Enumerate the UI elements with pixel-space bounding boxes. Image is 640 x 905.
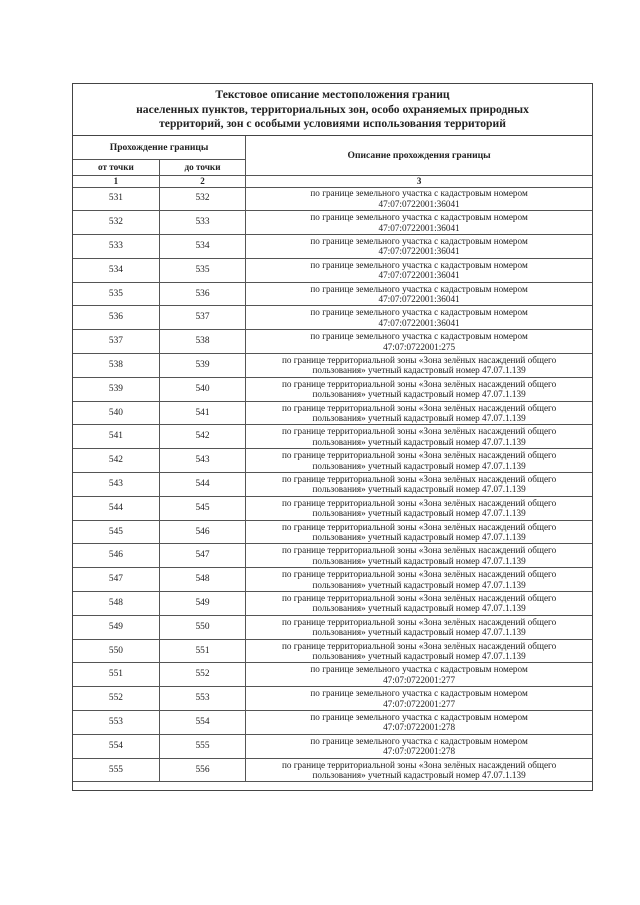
- to-point-cell: 532: [159, 187, 245, 211]
- description-line-2: пользования» учетный кадастровый номер 47.07.1.139: [312, 365, 526, 376]
- table-row: [73, 473, 592, 497]
- table-row: [73, 592, 592, 616]
- description-cell: [246, 354, 592, 378]
- description-line-1: по границе территориальной зоны «Зона зелёных насаждений общего: [281, 569, 557, 580]
- description-line-1: по границе земельного участка с кадастровым номером: [310, 664, 528, 675]
- description-cell: [246, 330, 592, 354]
- document-title: [73, 84, 592, 136]
- description-line-2: 47:07:0722001:277: [383, 674, 456, 685]
- description-line-1: по границе земельного участка с кадастровым номером: [310, 259, 528, 270]
- from-point-cell: 554: [73, 734, 159, 758]
- from-point-cell: 542: [73, 449, 159, 473]
- to-point-cell: 549: [159, 592, 245, 616]
- description-cell: [246, 377, 592, 401]
- description-line-2: 47:07:0722001:36041: [378, 270, 460, 281]
- from-point-cell: 531: [73, 187, 159, 211]
- description-line-1: по границе земельного участка с кадастровым номером: [310, 688, 528, 699]
- header-from: от точки: [73, 159, 159, 175]
- to-point-cell: 553: [159, 687, 245, 711]
- header-description: Описание прохождения границы: [246, 136, 592, 176]
- header-passage: Прохождение границы: [73, 136, 246, 160]
- description-cell: [246, 449, 592, 473]
- description-line-1: по границе земельного участка с кадастровым номером: [310, 711, 528, 722]
- from-point-cell: 549: [73, 615, 159, 639]
- description-cell: [246, 615, 592, 639]
- from-point-cell: 543: [73, 473, 159, 497]
- table-row: [73, 544, 592, 568]
- description-line-1: по границе территориальной зоны «Зона зелёных насаждений общего: [281, 450, 557, 461]
- description-cell: [246, 187, 592, 211]
- description-line-2: пользования» учетный кадастровый номер 47.07.1.139: [312, 555, 526, 566]
- description-line-2: 47:07:0722001:275: [383, 341, 456, 352]
- description-cell: [246, 639, 592, 663]
- header-to: до точки: [159, 159, 245, 175]
- description-line-2: 47:07:0722001:36041: [378, 317, 460, 328]
- description-line-1: по границе земельного участка с кадастровым номером: [310, 735, 528, 746]
- description-line-2: 47:07:0722001:278: [383, 746, 456, 757]
- from-point-cell: 533: [73, 235, 159, 259]
- table-row: [73, 401, 592, 425]
- description-line-2: пользования» учетный кадастровый номер 47.07.1.139: [312, 651, 526, 662]
- description-line-1: по границе земельного участка с кадастровым номером: [310, 212, 528, 223]
- to-point-cell: 543: [159, 449, 245, 473]
- table-row: [73, 734, 592, 758]
- from-point-cell: 536: [73, 306, 159, 330]
- description-cell: [246, 258, 592, 282]
- description-line-1: по границе территориальной зоны «Зона зелёных насаждений общего: [281, 640, 557, 651]
- table-row: [73, 425, 592, 449]
- table-row: [73, 354, 592, 378]
- table-row: [73, 663, 592, 687]
- description-cell: [246, 544, 592, 568]
- to-point-cell: 546: [159, 520, 245, 544]
- description-line-1: по границе территориальной зоны «Зона зелёных насаждений общего: [281, 473, 557, 484]
- boundary-table: [73, 136, 592, 791]
- table-row: [73, 306, 592, 330]
- header-col-2: 2: [159, 175, 245, 187]
- header-col-1: 1: [73, 175, 159, 187]
- document-sheet: [72, 83, 593, 791]
- description-line-2: пользования» учетный кадастровый номер 47.07.1.139: [312, 484, 526, 495]
- table-tail-row: [73, 782, 592, 791]
- from-point-cell: 534: [73, 258, 159, 282]
- to-point-cell: 545: [159, 496, 245, 520]
- from-point-cell: 540: [73, 401, 159, 425]
- to-point-cell: 556: [159, 758, 245, 782]
- description-line-2: 47:07:0722001:36041: [378, 246, 460, 257]
- table-row: [73, 235, 592, 259]
- description-cell: [246, 520, 592, 544]
- to-point-cell: 536: [159, 282, 245, 306]
- table-tail-cell: [73, 782, 592, 791]
- to-point-cell: 541: [159, 401, 245, 425]
- to-point-cell: 535: [159, 258, 245, 282]
- to-point-cell: 547: [159, 544, 245, 568]
- description-line-2: 47:07:0722001:278: [383, 722, 456, 733]
- to-point-cell: 533: [159, 211, 245, 235]
- table-row: [73, 282, 592, 306]
- description-line-2: пользования» учетный кадастровый номер 47.07.1.139: [312, 627, 526, 638]
- description-cell: [246, 663, 592, 687]
- table-row: [73, 711, 592, 735]
- table-row: [73, 330, 592, 354]
- description-line-1: по границе территориальной зоны «Зона зелёных насаждений общего: [281, 497, 557, 508]
- description-line-1: по границе территориальной зоны «Зона зелёных насаждений общего: [281, 378, 557, 389]
- to-point-cell: 548: [159, 568, 245, 592]
- title-line-3: территорий, зон с особыми условиями использования территорий: [159, 117, 506, 130]
- description-line-2: 47:07:0722001:36041: [378, 294, 460, 305]
- title-line-1: Текстовое описание местоположения границ: [215, 88, 450, 101]
- description-cell: [246, 401, 592, 425]
- table-row: [73, 687, 592, 711]
- to-point-cell: 552: [159, 663, 245, 687]
- from-point-cell: 553: [73, 711, 159, 735]
- description-line-1: по границе территориальной зоны «Зона зелёных насаждений общего: [281, 545, 557, 556]
- to-point-cell: 555: [159, 734, 245, 758]
- to-point-cell: 551: [159, 639, 245, 663]
- table-row: [73, 615, 592, 639]
- description-line-2: пользования» учетный кадастровый номер 47.07.1.139: [312, 532, 526, 543]
- description-line-1: по границе земельного участка с кадастровым номером: [310, 235, 528, 246]
- description-cell: [246, 592, 592, 616]
- from-point-cell: 541: [73, 425, 159, 449]
- description-cell: [246, 425, 592, 449]
- from-point-cell: 550: [73, 639, 159, 663]
- to-point-cell: 537: [159, 306, 245, 330]
- from-point-cell: 555: [73, 758, 159, 782]
- description-line-1: по границе территориальной зоны «Зона зелёных насаждений общего: [281, 426, 557, 437]
- from-point-cell: 545: [73, 520, 159, 544]
- description-line-1: по границе территориальной зоны «Зона зелёных насаждений общего: [281, 759, 557, 770]
- description-cell: [246, 734, 592, 758]
- table-row: [73, 520, 592, 544]
- description-line-2: пользования» учетный кадастровый номер 47.07.1.139: [312, 579, 526, 590]
- from-point-cell: 548: [73, 592, 159, 616]
- from-point-cell: 532: [73, 211, 159, 235]
- description-line-2: пользования» учетный кадастровый номер 47.07.1.139: [312, 413, 526, 424]
- from-point-cell: 546: [73, 544, 159, 568]
- from-point-cell: 547: [73, 568, 159, 592]
- table-row: [73, 187, 592, 211]
- description-line-2: 47:07:0722001:277: [383, 698, 456, 709]
- table-row: [73, 758, 592, 782]
- description-cell: [246, 758, 592, 782]
- from-point-cell: 535: [73, 282, 159, 306]
- title-line-2: населенных пунктов, территориальных зон, особо охраняемых природных: [136, 102, 529, 116]
- to-point-cell: 538: [159, 330, 245, 354]
- description-line-1: по границе земельного участка с кадастровым номером: [310, 283, 528, 294]
- description-line-2: 47:07:0722001:36041: [378, 222, 460, 233]
- description-line-2: пользования» учетный кадастровый номер 47.07.1.139: [312, 436, 526, 447]
- description-line-1: по границе территориальной зоны «Зона зелёных насаждений общего: [281, 521, 557, 532]
- description-line-2: пользования» учетный кадастровый номер 47.07.1.139: [312, 770, 526, 781]
- description-cell: [246, 235, 592, 259]
- description-cell: [246, 496, 592, 520]
- to-point-cell: 554: [159, 711, 245, 735]
- to-point-cell: 540: [159, 377, 245, 401]
- description-cell: [246, 282, 592, 306]
- table-row: [73, 211, 592, 235]
- description-line-1: по границе территориальной зоны «Зона зелёных насаждений общего: [281, 592, 557, 603]
- table-row: [73, 639, 592, 663]
- table-row: [73, 449, 592, 473]
- description-line-2: пользования» учетный кадастровый номер 47.07.1.139: [312, 603, 526, 614]
- description-line-2: пользования» учетный кадастровый номер 47.07.1.139: [312, 389, 526, 400]
- description-cell: [246, 306, 592, 330]
- description-cell: [246, 473, 592, 497]
- description-cell: [246, 711, 592, 735]
- table-body: [73, 187, 592, 790]
- description-line-1: по границе территориальной зоны «Зона зелёных насаждений общего: [281, 354, 557, 365]
- description-line-1: по границе земельного участка с кадастровым номером: [310, 188, 528, 199]
- from-point-cell: 544: [73, 496, 159, 520]
- from-point-cell: 552: [73, 687, 159, 711]
- description-line-2: пользования» учетный кадастровый номер 47.07.1.139: [312, 508, 526, 519]
- description-cell: [246, 211, 592, 235]
- to-point-cell: 542: [159, 425, 245, 449]
- description-line-1: по границе территориальной зоны «Зона зелёных насаждений общего: [281, 402, 557, 413]
- description-cell: [246, 687, 592, 711]
- description-line-1: по границе территориальной зоны «Зона зелёных насаждений общего: [281, 616, 557, 627]
- to-point-cell: 539: [159, 354, 245, 378]
- from-point-cell: 537: [73, 330, 159, 354]
- from-point-cell: 539: [73, 377, 159, 401]
- header-col-3: 3: [246, 175, 592, 187]
- description-line-1: по границе земельного участка с кадастровым номером: [310, 331, 528, 342]
- to-point-cell: 534: [159, 235, 245, 259]
- description-line-2: пользования» учетный кадастровый номер 47.07.1.139: [312, 460, 526, 471]
- to-point-cell: 550: [159, 615, 245, 639]
- description-line-1: по границе земельного участка с кадастровым номером: [310, 307, 528, 318]
- from-point-cell: 551: [73, 663, 159, 687]
- to-point-cell: 544: [159, 473, 245, 497]
- table-row: [73, 568, 592, 592]
- description-line-2: 47:07:0722001:36041: [378, 198, 460, 209]
- from-point-cell: 538: [73, 354, 159, 378]
- table-row: [73, 496, 592, 520]
- table-row: [73, 258, 592, 282]
- table-row: [73, 377, 592, 401]
- description-cell: [246, 568, 592, 592]
